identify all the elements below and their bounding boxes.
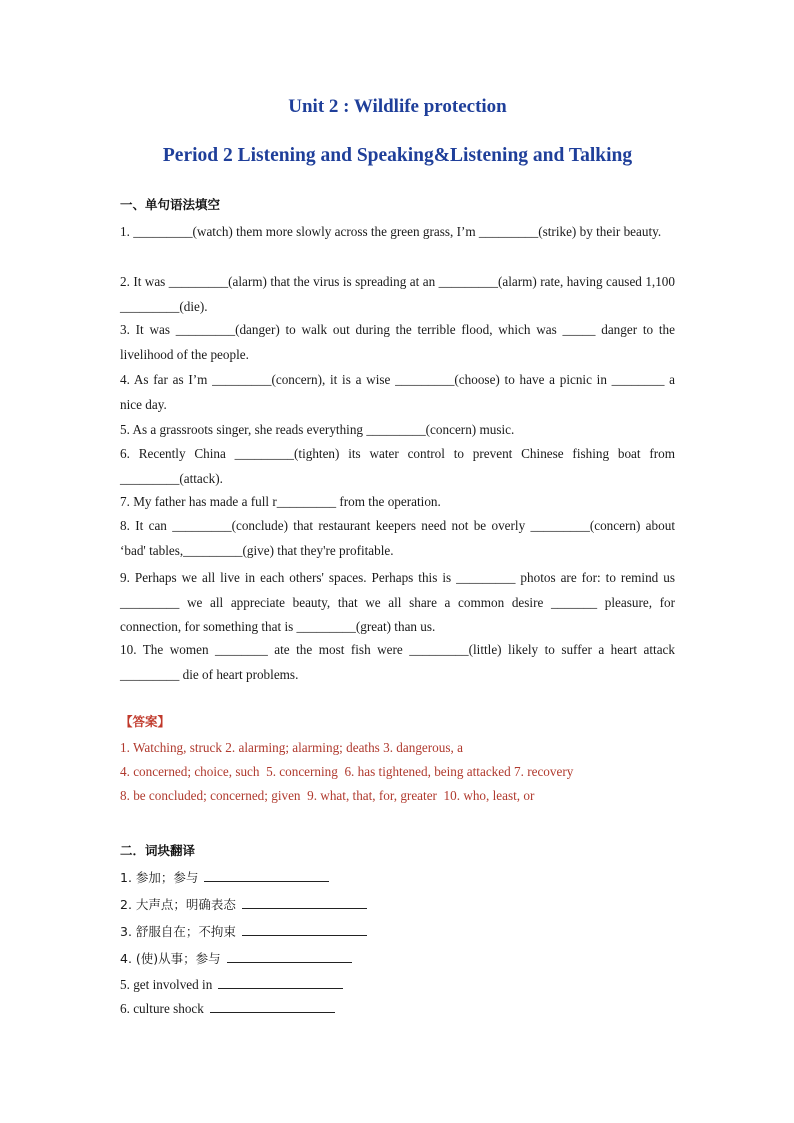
question-5: 5. As a grassroots singer, she reads everything _________(concern) music. — [120, 422, 515, 437]
section-heading-phrases: 二．词块翻译 — [120, 843, 196, 858]
answer-blank — [204, 869, 329, 882]
question-3: 3. It was _________(danger) to walk out during the terrible flood, which was _____ danger to the livelihood of the people. — [120, 322, 679, 362]
phrase-item-6: 6. culture shock — [120, 1000, 335, 1017]
answer-blank — [218, 976, 343, 989]
question-4: 4. As far as I’m _________(concern), it is a wise _________(choose) to have a picnic in ________ a nice day. — [120, 372, 679, 412]
question-9: 9. Perhaps we all live in each others' spaces. Perhaps this is _________ photos are for: to remind us _________ we all appreciate beauty, that we all share a common desire _______ pleasure, for connection, for something that is _________(great) than us. — [120, 570, 679, 634]
answer-line-3: 8. be concluded; concerned; given 9. what, that, for, greater 10. who, least, or — [120, 788, 535, 803]
answer-line-1: 1. Watching, struck 2. alarming; alarming; deaths 3. dangerous, a — [120, 740, 463, 755]
question-2: 2. It was _________(alarm) that the virus is spreading at an _________(alarm) rate, having caused 1,100 _________(die). — [120, 274, 679, 314]
page-subtitle: Period 2 Listening and Speaking&Listening and Talking — [162, 145, 633, 166]
section-heading-grammar: 一、单句语法填空 — [120, 197, 221, 212]
question-10: 10. The women ________ ate the most fish were _________(little) likely to suffer a heart attack _________ die of heart problems. — [120, 642, 679, 682]
question-6: 6. Recently China _________(tighten) its water control to prevent Chinese fishing boat from _________(attack). — [120, 446, 679, 486]
question-8: 8. It can _________(conclude) that restaurant keepers need not be overly _________(concern) about ‘bad' tables,_________(give) that they're profitable. — [120, 518, 682, 558]
phrase-item-5: 5. get involved in — [120, 976, 343, 993]
answer-line-2: 4. concerned; choice, such 5. concerning 6. has tightened, being attacked 7. recovery — [120, 764, 574, 779]
phrase-item-1: 1. 参加；参与 — [120, 868, 329, 886]
answer-blank — [210, 1000, 335, 1013]
phrase-item-4: 4. (使)从事；参与 — [120, 949, 352, 967]
answer-label: 【答案】 — [120, 714, 171, 729]
question-7: 7. My father has made a full r_________ from the operation. — [120, 494, 441, 509]
answer-blank — [242, 923, 367, 936]
page-title: Unit 2 : Wildlife protection — [288, 96, 507, 117]
answer-blank — [227, 950, 352, 963]
question-1: 1. _________(watch) them more slowly across the green grass, I’m _________(strike) by their beauty. — [120, 224, 662, 239]
answer-blank — [242, 896, 367, 909]
phrase-item-2: 2. 大声点；明确表态 — [120, 895, 367, 913]
phrase-item-3: 3. 舒服自在；不拘束 — [120, 922, 367, 940]
